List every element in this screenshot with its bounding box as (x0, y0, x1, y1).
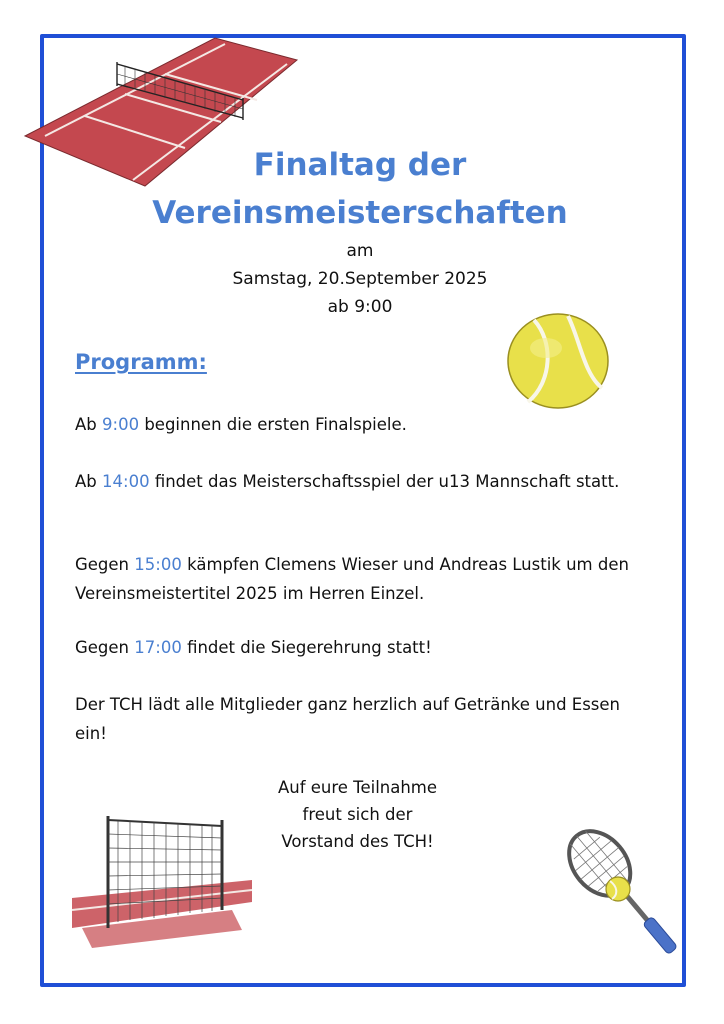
tennis-ball-icon (506, 312, 610, 410)
program-time-2: 14:00 (102, 472, 150, 491)
program-time-1: 9:00 (102, 415, 140, 434)
program-time-4: 17:00 (134, 638, 182, 657)
closing-line-3: Vorstand des TCH! (281, 832, 434, 851)
program-item-1: Ab 9:00 beginnen die ersten Finalspiele. (75, 415, 407, 434)
program-time-3: 15:00 (134, 555, 182, 574)
tennis-racket-icon (506, 825, 646, 947)
event-date: Samstag, 20.September 2025 (232, 269, 488, 289)
closing-line-2: freut sich der (302, 805, 413, 824)
event-start-time: ab 9:00 (327, 297, 393, 317)
title-line-2: Vereinsmeisterschaften (152, 195, 568, 231)
tennis-net-illustration (72, 810, 252, 950)
program-heading: Programm: (75, 350, 207, 374)
title-line-1: Finaltag der (253, 147, 467, 183)
closing-line-1: Auf eure Teilnahme (277, 778, 438, 797)
program-item-4: Gegen 17:00 findet die Siegerehrung statt! (75, 638, 432, 657)
subtitle-am: am (346, 241, 374, 261)
program-item-3: Gegen 15:00 kämpfen Clemens Wieser und Andreas Lustik um den Vereinsmeistertitel 2025 im Herren Einzel. (75, 555, 629, 603)
invitation-text: Der TCH lädt alle Mitglieder ganz herzlich auf Getränke und Essen ein! (75, 695, 621, 743)
program-item-2: Ab 14:00 findet das Meisterschaftsspiel der u13 Mannschaft statt. (75, 472, 620, 491)
